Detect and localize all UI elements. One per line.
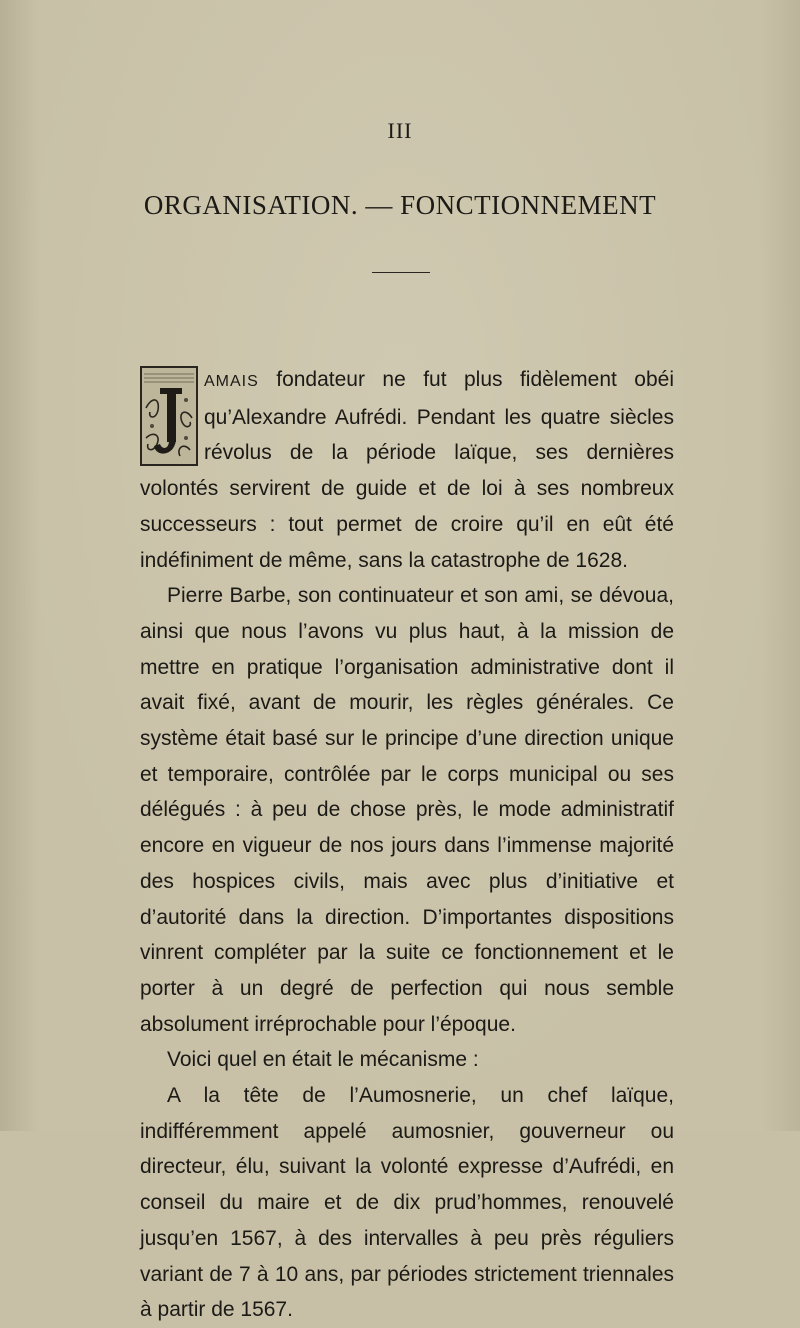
paragraph-1-text: fondateur ne fut plus fidèlement obéi qu’Alexandre Aufrédi. Pendant les quatre siècles révolus de la période laïque, ses dernières volontés servirent de guide et de loi à ses nombreux successeurs : tout permet de croire qu’il en eût été indéfiniment de même, sans la catastrophe de 1628. — [140, 368, 674, 572]
chapter-number: III — [387, 118, 413, 143]
paragraph-3: Voici quel en était le mécanisme : — [167, 1048, 479, 1072]
paragraph-2: Pierre Barbe, son continuateur et son ami, se dévoua, ainsi que nous l’avons vu plus haut, à la mission de mettre en pratique l’organisation administrative dont il avait fixé, avant de mourir, les règles générales. Ce système était basé sur le principe d’une direction unique et temporaire, contrôlée par le corps municipal ou ses délégués : à peu de chose près, le mode administratif encore en vigueur de nos jours dans l’immense majorité des hospices civils, mais avec plus d’initiative et d’autorité dans la direction. D’importantes dispositions vinrent compléter par la suite ce fonctionnement et le porter à un degré de perfection qui nous semble absolument irréprochable pour l’époque. — [140, 584, 674, 1036]
body-text — [140, 362, 674, 1328]
chapter-title: ORGANISATION. — FONCTIONNEMENT — [143, 190, 657, 220]
dropcap-spacer — [140, 362, 204, 464]
first-word: AMAIS — [204, 373, 259, 390]
section-divider — [372, 272, 430, 273]
paragraph-4: A la tête de l’Aumosnerie, un chef laïque, indifféremment appelé aumosnier, gouverneur ou directeur, élu, suivant la volonté expresse d’Aufrédi, en conseil du maire et de dix prud’hommes, renouvelé jusqu’en 1567, à des intervalles à peu près réguliers variant de 7 à 10 ans, par périodes strictement triennales à partir de 1567. — [140, 1084, 674, 1322]
paragraph-1 — [140, 362, 674, 578]
